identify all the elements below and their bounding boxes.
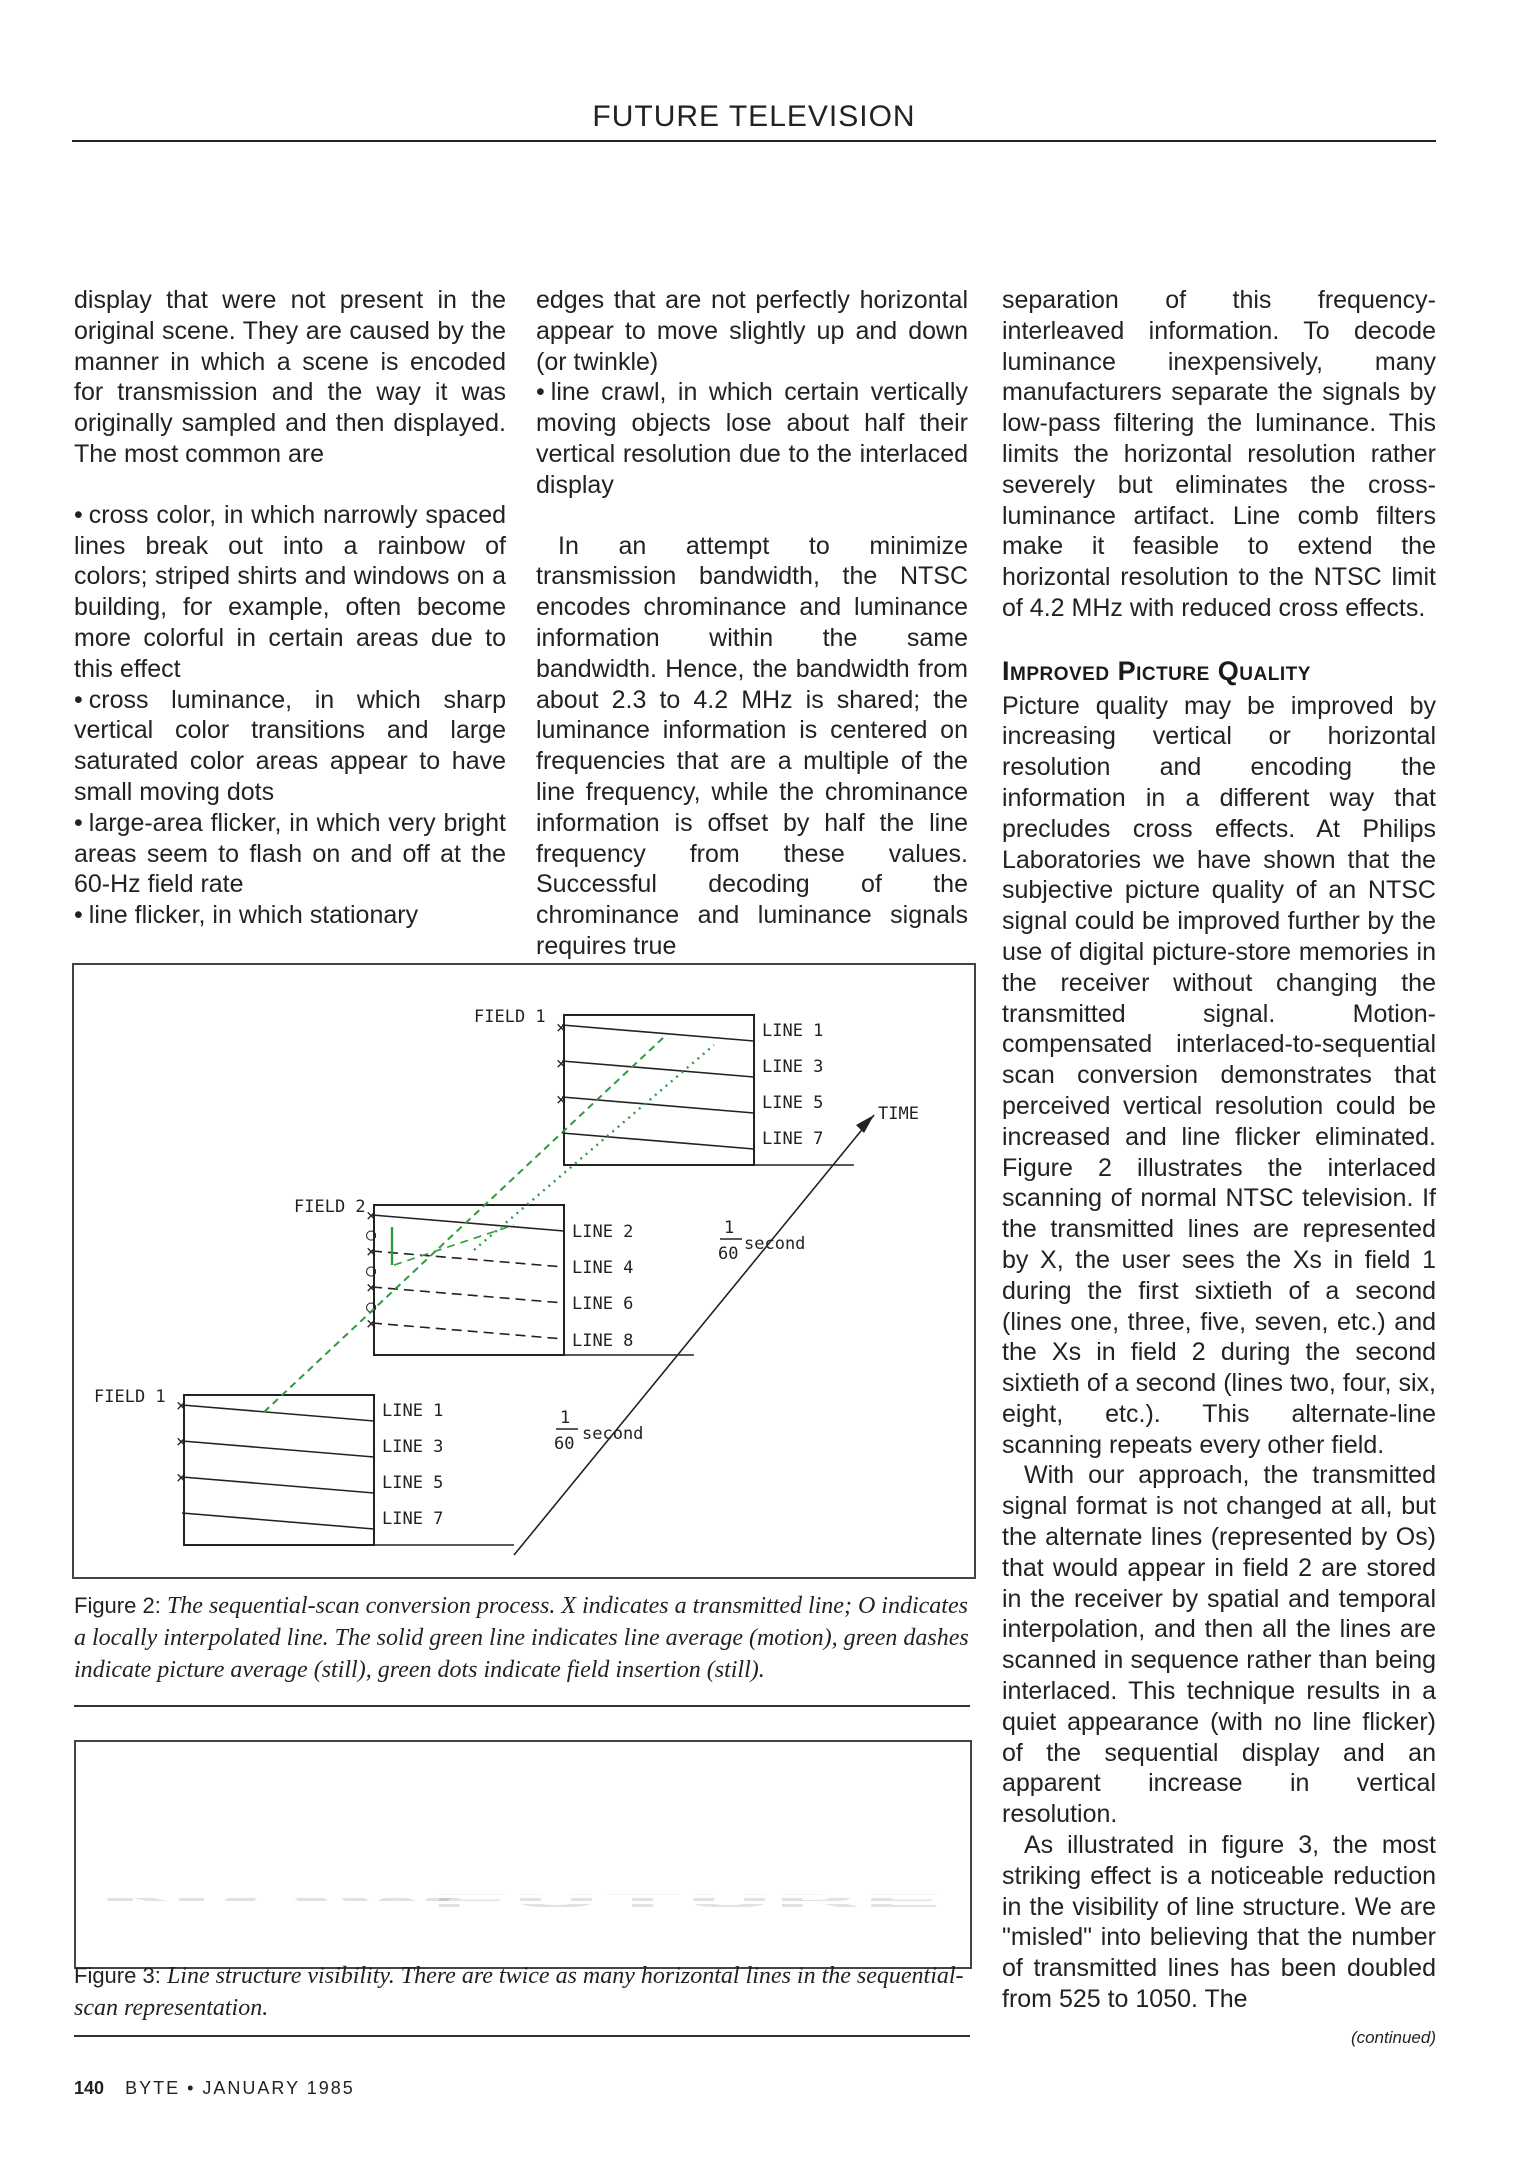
x-marker: ×: [176, 1468, 187, 1488]
bullet-cross-luminance: • cross luminance, in which sharp vertical color transitions and large saturated color areas appear to have small moving dots: [74, 685, 506, 808]
field1-bottom-label: FIELD 1: [94, 1387, 166, 1407]
line-label: LINE 4: [572, 1258, 634, 1278]
line-label: LINE 5: [762, 1093, 824, 1113]
issue-line: BYTE • JANUARY 1985: [125, 2078, 355, 2098]
fraction-denominator: 60: [554, 1434, 575, 1454]
figure-3-caption: [74, 1960, 970, 2024]
line-label: LINE 1: [762, 1021, 824, 1041]
column-right: [1002, 285, 1436, 2054]
scan-line: [182, 1513, 374, 1529]
field-insertion-line: [474, 1045, 714, 1250]
x-marker: ×: [176, 1432, 187, 1452]
time-label: TIME: [878, 1104, 919, 1124]
caption-label: Figure 2:: [74, 1593, 161, 1618]
x-marker: ×: [556, 1018, 567, 1038]
column-left: [74, 285, 506, 931]
fraction-numerator: 1: [724, 1218, 735, 1238]
line-label: LINE 7: [762, 1129, 824, 1149]
line-label: LINE 3: [382, 1437, 444, 1457]
line-label: LINE 2: [572, 1222, 634, 1242]
caption-text: The sequential-scan conversion process. X indicates a transmitted line; O indicates a locally interpolated line. The solid green line indicates line average (motion), green dashes indicate picture average (still), green dots indicate field insertion (still).: [74, 1593, 969, 1683]
fraction-unit: second: [744, 1234, 806, 1254]
scan-line: [562, 1025, 754, 1041]
x-marker: ×: [176, 1396, 187, 1416]
paragraph: As illustrated in figure 3, the most striking effect is a noticeable reduction in the visibility of line structure. We are "misled" into believing that the number of transmitted lines has been doubled from 525 to 1050. The: [1002, 1831, 1436, 2014]
bullet-cross-color: • cross color, in which narrowly spaced lines break out into a rainbow of colors; striped shirts and windows on a building, for example, often become more colorful in certain areas due to this effect: [74, 500, 506, 685]
scan-line: [182, 1405, 374, 1421]
line-label: LINE 7: [382, 1509, 444, 1529]
field1-top-label: FIELD 1: [474, 1007, 546, 1027]
x-marker: ×: [366, 1278, 377, 1298]
scan-diagram: [74, 965, 974, 1577]
bullet-large-area-flicker: • large-area flicker, in which very bright areas seem to flash on and off at the 60-Hz field rate: [74, 808, 506, 900]
caption-text: Line structure visibility. There are twice as many horizontal lines in the sequential-scan representation.: [74, 1963, 964, 2021]
x-marker: ×: [366, 1242, 377, 1262]
fraction-numerator: 1: [560, 1408, 571, 1428]
running-head: FUTURE TELEVISION: [592, 100, 916, 133]
figure-rule: [74, 2035, 970, 2037]
interpolated-line: [372, 1251, 564, 1267]
field2-label: FIELD 2: [294, 1197, 366, 1217]
section-heading: Improved Picture Quality: [1002, 655, 1311, 686]
continued-note: (continued): [1350, 2027, 1436, 2047]
field2-box: [374, 1205, 564, 1355]
o-marker: ○: [366, 1261, 377, 1281]
figure-2: [72, 963, 976, 1579]
bullet-line-flicker: • line flicker, in which stationary: [74, 900, 506, 931]
future-lettering: [76, 1742, 970, 1967]
scan-line: [562, 1061, 754, 1077]
field1-top-box: [564, 1015, 754, 1165]
paragraph: display that were not present in the original scene. They are caused by the manner in which a scene is encoded for transmission and the way it was originally sampled and then displayed. The most common are: [74, 286, 506, 468]
scan-line: [562, 1133, 754, 1149]
fraction-denominator: 60: [718, 1244, 739, 1264]
bullet-line-crawl: • line crawl, in which certain vertically moving objects lose about half their vertical resolution due to the interlaced display: [536, 377, 968, 500]
fraction-unit: second: [582, 1424, 644, 1444]
interpolated-line: [372, 1287, 564, 1303]
paragraph: In an attempt to minimize transmission bandwidth, the NTSC encodes chrominance and luminance information within the same bandwidth. Hence, the bandwidth from about 2.3 to 4.2 MHz is shared; the luminance information is centered on frequencies that are a multiple of the line frequency, while the chrominance information is offset by half the line frequency from these values. Successful decoding of the chrominance and luminance signals requires true: [536, 531, 968, 960]
x-marker: ×: [366, 1314, 377, 1334]
x-marker: ×: [556, 1054, 567, 1074]
paragraph: separation of this frequency-interleaved information. To decode luminance inexpensively, many manufacturers separate the signals by low-pass filtering the luminance. This limits the horizontal resolution rather severely but eliminates the cross-luminance artifact. Line comb filters make it feasible to extend the horizontal resolution to the NTSC limit of 4.2 MHz with reduced cross effects.: [1002, 286, 1436, 622]
line-label: LINE 3: [762, 1057, 824, 1077]
header-rule: [72, 140, 1436, 142]
line-label: LINE 8: [572, 1331, 634, 1351]
figure-rule: [74, 1705, 970, 1707]
x-marker: ×: [366, 1206, 377, 1226]
time-axis: [514, 1115, 874, 1555]
line-label: LINE 6: [572, 1294, 634, 1314]
figure-2-caption: [74, 1590, 970, 1686]
page-footer: [74, 2078, 355, 2099]
o-marker: ○: [366, 1297, 377, 1317]
scan-line: [182, 1477, 374, 1493]
column-middle: [536, 285, 968, 962]
figure-3: [74, 1740, 972, 1969]
page-number: 140: [74, 2078, 105, 2098]
line-label: LINE 1: [382, 1401, 444, 1421]
x-marker: ×: [556, 1090, 567, 1110]
interpolated-line: [372, 1323, 564, 1339]
o-marker: ○: [366, 1225, 377, 1245]
paragraph: edges that are not perfectly horizontal appear to move slightly up and down (or twinkle): [536, 286, 968, 376]
caption-label: Figure 3:: [74, 1963, 161, 1988]
time-arrowhead: [856, 1115, 874, 1133]
line-label: LINE 5: [382, 1473, 444, 1493]
paragraph: Picture quality may be improved by increasing vertical or horizontal resolution and encoding the information in a different way that precludes cross effects. At Philips Laboratories we have shown that the subjective picture quality of an NTSC signal could be improved further by the use of digital picture-store memories in the receiver without changing the transmitted signal. Motion-compensated interlaced-to-sequential scan conversion demonstrates that perceived vertical resolution could be increased and line flicker eliminated. Figure 2 illustrates the interlaced scanning of normal NTSC television. If the transmitted lines are represented by X, the user sees the Xs in field 1 during the first sixtieth of a second (lines one, three, five, seven, etc.) and the Xs in field 2 during the second sixtieth of a second (lines two, four, six, eight, etc.). This alternate-line scanning repeats every other field.: [1002, 691, 1436, 1459]
line-structure-image: [76, 1742, 970, 1967]
paragraph: With our approach, the transmitted signal format is not changed at all, but the alternate lines (represented by Os) that would appear in field 2 are stored in the receiver by spatial and temporal interpolation, and then all the lines are scanned in sequence rather than being interlaced. This technique results in a quiet appearance (with no line flicker) of the sequential display and an apparent increase in vertical resolution.: [1002, 1461, 1436, 1829]
field1-bottom-box: [184, 1395, 374, 1545]
scan-line: [182, 1441, 374, 1457]
scan-line: [372, 1215, 564, 1231]
